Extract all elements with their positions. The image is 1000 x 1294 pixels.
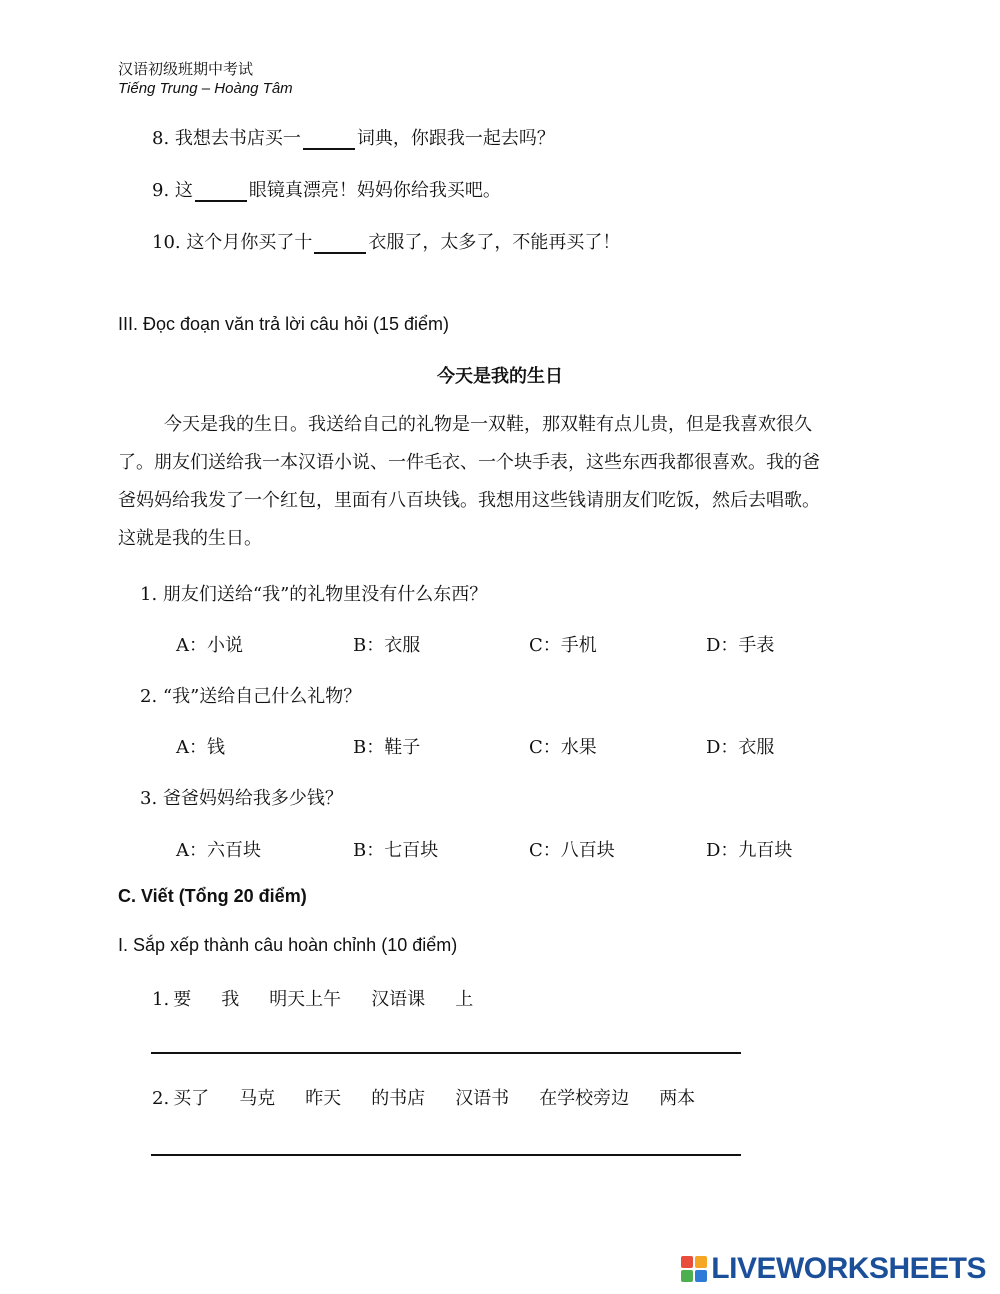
question-9 — [152, 176, 501, 202]
question-9-after: 眼镜真漂亮！妈妈你给我买吧。 — [248, 180, 501, 201]
answer-input-9[interactable] — [195, 184, 251, 204]
item-2-number: 2. — [152, 1088, 170, 1109]
q1-option-d[interactable]: D：手表 — [706, 635, 775, 656]
question-10-before: 10. 这个月你买了十 — [152, 232, 313, 253]
q1-option-c[interactable]: C：手机 — [529, 635, 597, 656]
reading-line-2: 了。朋友们送给我一本汉语小说、一件毛衣、一个块手表，这些东西我都很喜欢。我的爸 — [118, 452, 820, 473]
reading-question-2: 2. “我”送给自己什么礼物？ — [140, 686, 362, 707]
logo-block-green — [681, 1270, 693, 1282]
answer-input-10[interactable] — [314, 236, 370, 256]
word-token: 买了 — [173, 1088, 210, 1109]
writing-item-1 — [152, 985, 503, 1011]
question-8 — [152, 124, 555, 150]
logo-block-red — [681, 1256, 693, 1268]
writing-subheading: I. Sắp xếp thành câu hoàn chỉnh (10 điểm) — [118, 935, 458, 955]
logo-block-orange — [695, 1256, 707, 1268]
word-token: 昨天 — [305, 1088, 342, 1109]
answer-input-8[interactable] — [303, 132, 359, 152]
word-token: 上 — [455, 989, 474, 1010]
answer-line-1[interactable] — [151, 1052, 741, 1054]
q3-option-d[interactable]: D：九百块 — [706, 840, 793, 861]
liveworksheets-logo — [681, 1252, 986, 1286]
word-token: 两本 — [659, 1088, 696, 1109]
reading-heading: III. Đọc đoạn văn trả lời câu hỏi (15 điểm) — [118, 314, 449, 334]
word-token: 要 — [173, 989, 192, 1010]
exam-title: 汉语初级班期中考试 — [118, 60, 254, 78]
item-1-number: 1. — [152, 989, 170, 1010]
question-10-after: 衣服了，太多了，不能再买了！ — [368, 232, 621, 253]
word-token: 在学校旁边 — [539, 1088, 630, 1109]
reading-question-3: 3. 爸爸妈妈给我多少钱？ — [140, 788, 343, 809]
writing-item-2 — [152, 1084, 725, 1110]
answer-blank-10[interactable] — [314, 234, 366, 254]
q1-option-a[interactable]: A：小说 — [176, 635, 243, 656]
q2-option-a[interactable]: A：钱 — [176, 737, 225, 758]
q1-option-b[interactable]: B：衣服 — [353, 635, 421, 656]
answer-blank-8[interactable] — [303, 130, 355, 150]
logo-block-blue — [695, 1270, 707, 1282]
question-8-before: 8. 我想去书店买一 — [152, 128, 301, 149]
word-token: 汉语课 — [371, 989, 426, 1010]
word-token: 明天上午 — [269, 989, 342, 1010]
reading-question-1: 1. 朋友们送给“我”的礼物里没有什么东西？ — [140, 584, 488, 605]
q3-option-b[interactable]: B：七百块 — [353, 840, 439, 861]
reading-line-1: 今天是我的生日。我送给自己的礼物是一双鞋，那双鞋有点儿贵，但是我喜欢很久 — [164, 414, 812, 435]
logo-text: LIVEWORKSHEETS — [711, 1252, 986, 1285]
word-token: 马克 — [239, 1088, 276, 1109]
q2-option-c[interactable]: C：水果 — [529, 737, 597, 758]
answer-blank-9[interactable] — [195, 182, 247, 202]
writing-heading: C. Viết (Tổng 20 điểm) — [118, 886, 307, 906]
word-token: 我 — [221, 989, 240, 1010]
question-10 — [152, 228, 620, 254]
q3-option-a[interactable]: A：六百块 — [176, 840, 261, 861]
question-9-before: 9. 这 — [152, 180, 193, 201]
reading-line-4: 这就是我的生日。 — [118, 528, 262, 549]
logo-mark-icon — [681, 1256, 707, 1282]
q3-option-c[interactable]: C：八百块 — [529, 840, 615, 861]
reading-title: 今天是我的生日 — [437, 366, 563, 387]
answer-line-2[interactable] — [151, 1154, 741, 1156]
q2-option-b[interactable]: B：鞋子 — [353, 737, 421, 758]
word-token: 汉语书 — [455, 1088, 510, 1109]
q2-option-d[interactable]: D：衣服 — [706, 737, 775, 758]
word-token: 的书店 — [371, 1088, 426, 1109]
author-line: Tiếng Trung – Hoàng Tâm — [118, 80, 293, 97]
reading-line-3: 爸妈妈给我发了一个红包，里面有八百块钱。我想用这些钱请朋友们吃饭，然后去唱歌。 — [118, 490, 820, 511]
question-8-after: 词典，你跟我一起去吗？ — [356, 128, 555, 149]
